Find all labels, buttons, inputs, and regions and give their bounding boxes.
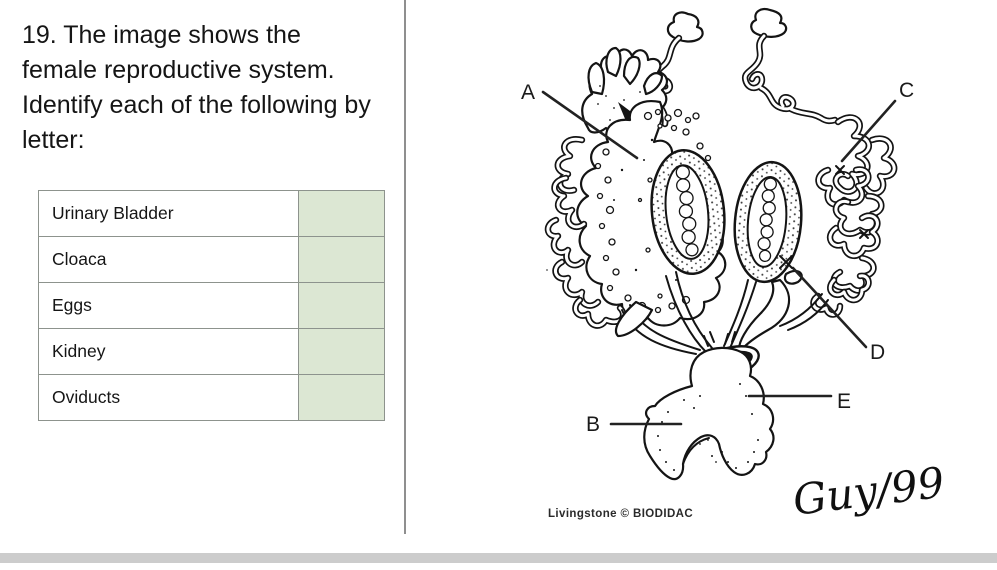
- label-e: E: [837, 390, 852, 413]
- table-row: [39, 237, 385, 283]
- answer-cell-oviducts[interactable]: [299, 375, 385, 421]
- anatomy-diagram: [405, 0, 997, 570]
- right-ostium-and-tube: [745, 9, 835, 121]
- horizontal-scrollbar[interactable]: [0, 553, 997, 563]
- signature: Guy/99: [790, 457, 948, 525]
- table-row: [39, 375, 385, 421]
- question-text: 19. The image shows the female reproductive system. Identify each of the following by letter:: [22, 21, 371, 154]
- credit-text: Livingstone © BIODIDAC: [548, 508, 694, 520]
- answer-cell-kidney[interactable]: [299, 329, 385, 375]
- table-row: [39, 283, 385, 329]
- row-label-cloaca: Cloaca: [39, 237, 299, 283]
- answer-table: [38, 190, 385, 421]
- label-b: B: [586, 413, 601, 436]
- stray-dot: [546, 269, 548, 271]
- table-row: [39, 191, 385, 237]
- label-c: C: [899, 79, 915, 102]
- answer-cell-urinary-bladder[interactable]: [299, 191, 385, 237]
- row-label-kidney: Kidney: [39, 329, 299, 375]
- urinary-bladder: [644, 348, 773, 479]
- row-label-oviducts: Oviducts: [39, 375, 299, 421]
- row-label-urinary-bladder: Urinary Bladder: [39, 191, 299, 237]
- label-a: A: [521, 81, 536, 104]
- label-d: D: [870, 341, 886, 364]
- row-label-eggs: Eggs: [39, 283, 299, 329]
- answer-cell-cloaca[interactable]: [299, 237, 385, 283]
- table-row: [39, 329, 385, 375]
- answer-cell-eggs[interactable]: [299, 283, 385, 329]
- right-kidney: [730, 159, 806, 284]
